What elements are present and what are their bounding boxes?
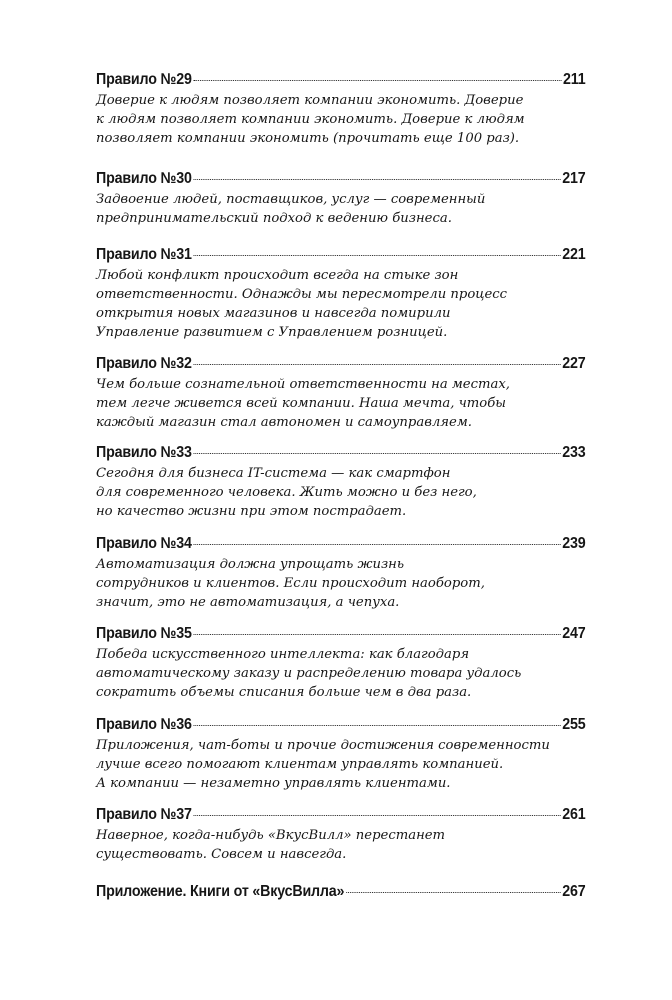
toc-entry [96,443,586,521]
dot-leader [346,892,560,893]
entry-heading[interactable] [96,624,585,644]
entry-heading[interactable] [96,354,585,374]
entry-title: Правило №36 [96,716,192,733]
entry-title: Правило №34 [96,535,192,552]
entry-title: Правило №31 [96,246,192,263]
entry-description [96,190,586,228]
description-line: Сегодня для бизнеса IT-система — как смартфон [96,466,451,481]
entry-title: Правило №37 [96,806,192,823]
description-line: Победа искусственного интеллекта: как благодаря [96,647,470,662]
dot-leader [194,364,561,365]
description-line: позволяет компании экономить (прочитать еще 100 раз). [96,131,520,146]
toc-entry [96,882,586,902]
dot-leader [194,815,561,816]
description-line: значит, это не автоматизация, а чепуха. [96,595,400,610]
description-line: Приложения, чат-боты и прочие достижения современности [96,738,550,753]
toc-entry [96,805,586,864]
description-line: А компании — незаметно управлять клиентами. [96,776,451,791]
description-line: открытия новых магазинов и навсегда помирили [96,306,451,321]
dot-leader [194,255,561,256]
dot-leader [194,634,561,635]
entry-title: Правило №35 [96,625,192,642]
page-number: 227 [562,355,586,372]
entry-description [96,826,586,864]
entry-title: Приложение. Книги от «ВкусВилла» [96,883,345,900]
description-line: ответственности. Однажды мы пересмотрели процесс [96,287,508,302]
entry-heading[interactable] [96,715,585,735]
dot-leader [194,725,561,726]
description-line: лучше всего помогают клиентам управлять компанией. [96,757,504,772]
entry-heading[interactable] [96,443,585,463]
entry-description [96,464,586,521]
description-line: Задвоение людей, поставщиков, услуг — современный [96,192,486,207]
page-number: 261 [562,806,586,823]
page-number: 217 [562,170,586,187]
description-line: предпринимательский подход к ведению бизнеса. [96,211,452,226]
entry-heading[interactable] [96,805,585,825]
page-number: 221 [562,246,586,263]
entry-description [96,645,586,702]
description-line: Любой конфликт происходит всегда на стыке зон [96,268,459,283]
dot-leader [194,544,561,545]
page-number: 255 [562,716,586,733]
toc-entry [96,715,586,793]
description-line: но качество жизни при этом пострадает. [96,504,407,519]
toc-entry [96,245,586,342]
entry-description [96,555,586,612]
entry-title: Правило №30 [96,170,192,187]
description-line: тем легче живется всей компании. Наша мечта, чтобы [96,396,507,411]
description-line: Наверное, когда-нибудь «ВкусВилл» перестанет [96,828,446,843]
entry-title: Правило №33 [96,444,192,461]
page-number: 211 [562,71,586,88]
entry-title: Правило №32 [96,355,192,372]
entry-title: Правило №29 [96,71,192,88]
page-number: 233 [562,444,586,461]
entry-heading[interactable] [96,245,585,265]
toc-entry [96,70,586,148]
description-line: каждый магазин стал автономен и самоуправляем. [96,415,472,430]
description-line: Чем больше сознательной ответственности на местах, [96,377,510,392]
entry-description [96,266,586,342]
entry-description [96,375,586,432]
description-line: для современного человека. Жить можно и без него, [96,485,477,500]
entry-heading[interactable] [96,882,585,902]
description-line: сотрудников и клиентов. Если происходит наоборот, [96,576,485,591]
entry-heading[interactable] [96,534,585,554]
description-line: Доверие к людям позволяет компании экономить. Доверие [96,93,524,108]
description-line: к людям позволяет компании экономить. Доверие к людям [96,112,525,127]
page-number: 267 [562,883,586,900]
entry-description [96,91,586,148]
toc-entry [96,169,586,228]
dot-leader [194,179,561,180]
description-line: Автоматизация должна упрощать жизнь [96,557,405,572]
toc-entry [96,354,586,432]
page-number: 247 [562,625,586,642]
toc-entry [96,534,586,612]
entry-description [96,736,586,793]
description-line: существовать. Совсем и навсегда. [96,847,347,862]
description-line: автоматическому заказу и распределению товара удалось [96,666,522,681]
description-line: сократить объемы списания больше чем в два раза. [96,685,472,700]
toc-entry [96,624,586,702]
entry-heading[interactable] [96,70,585,90]
page-number: 239 [562,535,586,552]
entry-heading[interactable] [96,169,585,189]
dot-leader [194,80,562,81]
dot-leader [194,453,561,454]
description-line: Управление развитием с Управлением розницей. [96,325,448,340]
